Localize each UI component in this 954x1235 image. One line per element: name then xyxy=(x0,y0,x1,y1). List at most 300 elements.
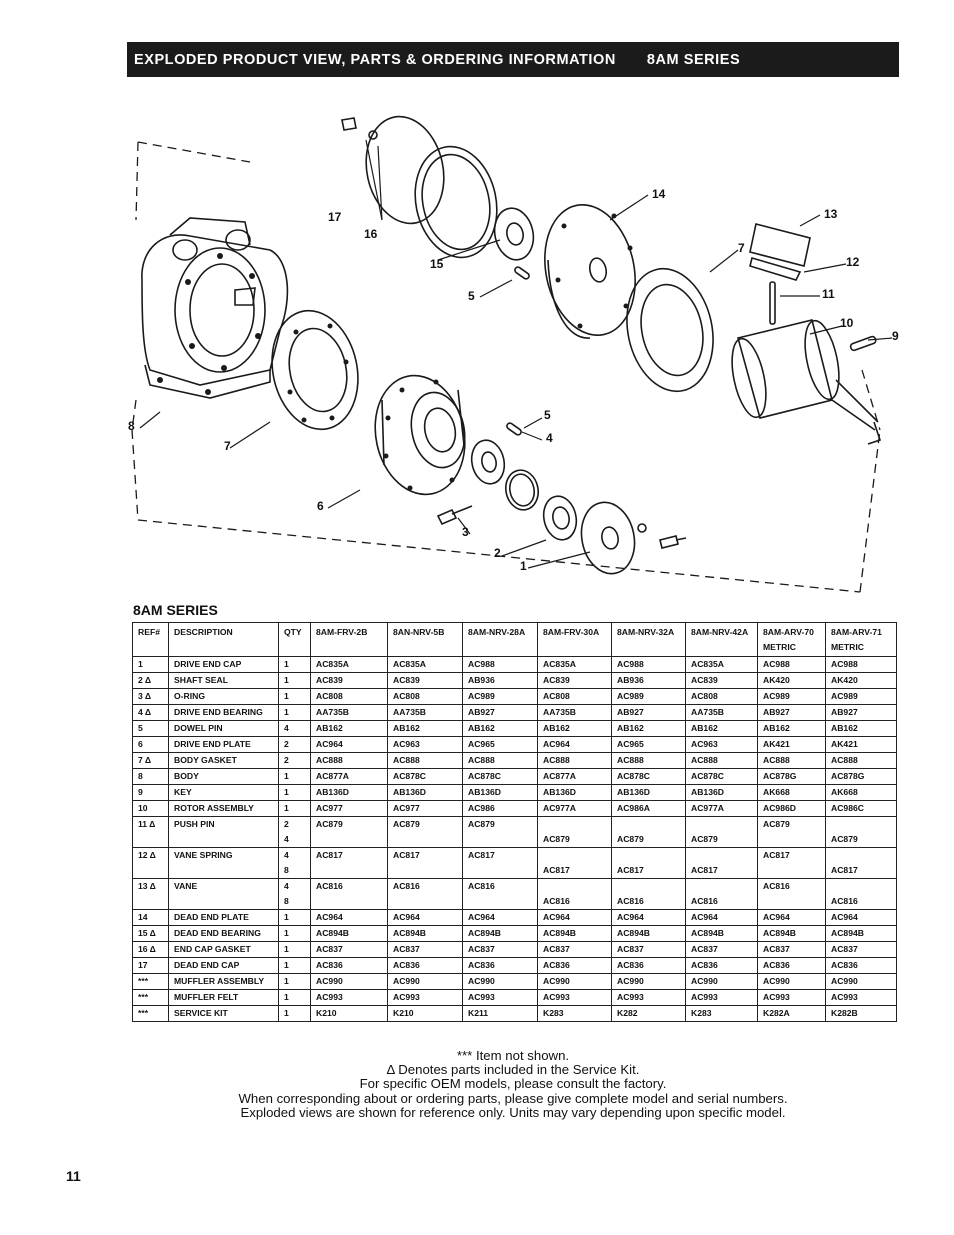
table-row xyxy=(133,910,897,926)
table-cell: AC888 xyxy=(686,753,758,769)
cell-line: AC879 xyxy=(393,819,420,829)
callout-label: 10 xyxy=(840,316,854,330)
table-cell: DEAD END BEARING xyxy=(169,926,279,942)
column-label: QTY xyxy=(284,627,302,637)
cell-line xyxy=(468,832,532,847)
table-cell: AC878C xyxy=(388,769,463,785)
table-row xyxy=(133,974,897,990)
table-cell: AC837 xyxy=(612,942,686,958)
table-cell: AC964 xyxy=(538,737,612,753)
table-cell xyxy=(311,879,388,910)
table-cell: AB136D xyxy=(388,785,463,801)
table-row xyxy=(133,926,897,942)
parts-table xyxy=(132,622,897,1022)
table-cell: AC993 xyxy=(388,990,463,1006)
column-sub-label: METRIC xyxy=(831,642,864,652)
table-cell: 1 xyxy=(279,1006,311,1022)
table-cell: AC837 xyxy=(538,942,612,958)
table-cell: AC993 xyxy=(538,990,612,1006)
table-cell: SERVICE KIT xyxy=(169,1006,279,1022)
table-row xyxy=(133,879,897,910)
table-cell: AC964 xyxy=(311,737,388,753)
table-cell: AC894B xyxy=(612,926,686,942)
column-label: 8AN-NRV-5B xyxy=(393,627,445,637)
cell-line: AC817 xyxy=(763,850,790,860)
cell-line xyxy=(617,817,680,832)
table-cell: 1 xyxy=(279,974,311,990)
table-cell: K210 xyxy=(311,1006,388,1022)
table-cell: DRIVE END PLATE xyxy=(169,737,279,753)
table-heading: 8AM SERIES xyxy=(133,602,218,618)
table-cell: AC839 xyxy=(388,673,463,689)
column-label: 8AM-NRV-32A xyxy=(617,627,675,637)
table-cell xyxy=(686,879,758,910)
cell-line: AC816 xyxy=(831,896,858,906)
table-cell xyxy=(758,817,826,848)
table-cell: AC988 xyxy=(758,657,826,673)
dowel-pin-upper xyxy=(514,266,531,280)
table-cell: 17 xyxy=(133,958,169,974)
body-part xyxy=(142,218,288,398)
table-cell: AC964 xyxy=(311,910,388,926)
table-cell: AC877A xyxy=(311,769,388,785)
column-header xyxy=(388,623,463,657)
cell-line xyxy=(543,817,606,832)
table-row xyxy=(133,689,897,705)
column-sub-label: METRIC xyxy=(763,642,796,652)
cell-line: AC879 xyxy=(763,819,790,829)
callout-label: 12 xyxy=(846,255,860,269)
table-cell xyxy=(463,817,538,848)
table-cell: 2 Δ xyxy=(133,673,169,689)
table-cell: AC988 xyxy=(826,657,897,673)
table-row xyxy=(133,705,897,721)
section-title: EXPLODED PRODUCT VIEW, PARTS & ORDERING INFORMATION xyxy=(134,51,616,68)
table-cell: K282A xyxy=(758,1006,826,1022)
table-cell: AC837 xyxy=(388,942,463,958)
table-cell xyxy=(388,848,463,879)
cell-line: 4 xyxy=(284,850,289,860)
table-cell: AC837 xyxy=(686,942,758,958)
cell-line xyxy=(543,879,606,894)
table-cell: 2 xyxy=(279,753,311,769)
cell-line: AC816 xyxy=(543,896,570,906)
table-cell: 9 xyxy=(133,785,169,801)
table-cell xyxy=(388,879,463,910)
column-label: 8AM-NRV-28A xyxy=(468,627,526,637)
table-cell xyxy=(612,879,686,910)
table-cell: AC836 xyxy=(463,958,538,974)
cell-line: VANE SPRING xyxy=(174,850,233,860)
table-cell: AB162 xyxy=(463,721,538,737)
end-cap-gasket xyxy=(405,139,507,265)
table-cell: AC878C xyxy=(463,769,538,785)
cell-line xyxy=(138,894,163,909)
cell-line xyxy=(393,863,457,878)
callout-label: 1 xyxy=(520,559,527,573)
column-label: REF# xyxy=(138,627,160,637)
table-cell: AK421 xyxy=(826,737,897,753)
cell-line xyxy=(763,863,820,878)
column-label: DESCRIPTION xyxy=(174,627,233,637)
cell-line: AC817 xyxy=(543,865,570,875)
callout-label: 8 xyxy=(128,419,135,433)
table-cell xyxy=(463,848,538,879)
table-cell: AC993 xyxy=(826,990,897,1006)
cell-line: 12 Δ xyxy=(138,850,156,860)
cell-line xyxy=(316,894,382,909)
table-cell: AC894B xyxy=(463,926,538,942)
table-cell xyxy=(758,848,826,879)
callout-label: 7 xyxy=(738,241,745,255)
table-cell: AC837 xyxy=(311,942,388,958)
table-cell: AC894B xyxy=(311,926,388,942)
cell-line: AC879 xyxy=(316,819,343,829)
table-cell: AB162 xyxy=(758,721,826,737)
push-pin xyxy=(770,282,775,324)
drive-end-bearing xyxy=(468,437,508,487)
column-header xyxy=(311,623,388,657)
table-cell: AB162 xyxy=(538,721,612,737)
table-cell: DRIVE END BEARING xyxy=(169,705,279,721)
table-cell xyxy=(612,817,686,848)
table-cell: AC836 xyxy=(612,958,686,974)
vane-spring xyxy=(750,258,800,280)
table-cell: END CAP GASKET xyxy=(169,942,279,958)
table-cell: AC977 xyxy=(311,801,388,817)
table-cell: 8 xyxy=(133,769,169,785)
table-cell: AC990 xyxy=(388,974,463,990)
column-label: 8AM-NRV-42A xyxy=(691,627,749,637)
table-cell xyxy=(686,817,758,848)
table-cell: 1 xyxy=(279,705,311,721)
table-cell xyxy=(758,879,826,910)
table-cell: AC808 xyxy=(311,689,388,705)
parts-table-body xyxy=(133,657,897,1022)
table-cell: AC894B xyxy=(758,926,826,942)
table-cell: AB927 xyxy=(612,705,686,721)
table-cell: AC977A xyxy=(538,801,612,817)
callout-label: 11 xyxy=(822,287,835,301)
table-cell: AC993 xyxy=(612,990,686,1006)
table-row xyxy=(133,721,897,737)
cell-line xyxy=(691,879,752,894)
table-cell: DEAD END PLATE xyxy=(169,910,279,926)
table-cell: AC839 xyxy=(311,673,388,689)
cell-line xyxy=(691,848,752,863)
cell-line xyxy=(831,879,891,894)
table-cell: AC878C xyxy=(686,769,758,785)
table-cell: AC808 xyxy=(388,689,463,705)
table-cell xyxy=(538,817,612,848)
table-cell: AC836 xyxy=(686,958,758,974)
table-cell: AK420 xyxy=(758,673,826,689)
table-cell: 1 xyxy=(279,990,311,1006)
table-cell: AC835A xyxy=(388,657,463,673)
table-cell xyxy=(612,848,686,879)
table-cell: AC877A xyxy=(538,769,612,785)
table-cell xyxy=(279,817,311,848)
cell-line xyxy=(316,863,382,878)
section-title-bar xyxy=(127,42,899,77)
table-cell: K283 xyxy=(686,1006,758,1022)
table-cell xyxy=(686,848,758,879)
table-cell: AA735B xyxy=(311,705,388,721)
table-cell: AB162 xyxy=(826,721,897,737)
table-cell: AB136D xyxy=(612,785,686,801)
table-cell: AC964 xyxy=(388,910,463,926)
table-cell: AC839 xyxy=(686,673,758,689)
callout-label: 5 xyxy=(468,289,475,303)
column-header xyxy=(169,623,279,657)
callout-label: 7 xyxy=(224,439,231,453)
callout-label: 15 xyxy=(430,257,444,271)
table-cell: AC964 xyxy=(612,910,686,926)
callout-label: 17 xyxy=(328,210,342,224)
exploded-view-diagram xyxy=(120,100,910,600)
table-cell: AB936 xyxy=(463,673,538,689)
table-cell: AC990 xyxy=(463,974,538,990)
table-cell: 1 xyxy=(133,657,169,673)
cell-line: AC817 xyxy=(468,850,495,860)
table-cell: AC965 xyxy=(612,737,686,753)
cell-line xyxy=(763,832,820,847)
column-header xyxy=(758,623,826,657)
table-cell: MUFFLER ASSEMBLY xyxy=(169,974,279,990)
footnote-line: When corresponding about or ordering parts, please give complete model and serial numbers. xyxy=(238,1090,788,1106)
table-cell: AC878G xyxy=(826,769,897,785)
table-cell: AC837 xyxy=(758,942,826,958)
table-cell xyxy=(169,817,279,848)
cell-line: VANE xyxy=(174,881,198,891)
table-cell: AC835A xyxy=(311,657,388,673)
table-cell: K283 xyxy=(538,1006,612,1022)
cell-line: AC879 xyxy=(691,834,718,844)
table-cell: AA735B xyxy=(388,705,463,721)
table-row xyxy=(133,769,897,785)
table-cell: AK668 xyxy=(826,785,897,801)
callout-label: 14 xyxy=(652,187,666,201)
column-label: 8AM-FRV-2B xyxy=(316,627,368,637)
cell-line xyxy=(617,879,680,894)
table-row xyxy=(133,657,897,673)
drive-end-cap xyxy=(575,497,686,578)
table-cell xyxy=(826,879,897,910)
table-row xyxy=(133,737,897,753)
cell-line: AC817 xyxy=(831,865,858,875)
table-cell: O-RING xyxy=(169,689,279,705)
column-header xyxy=(133,623,169,657)
cell-line xyxy=(393,832,457,847)
table-cell: AC986 xyxy=(463,801,538,817)
table-cell: AB162 xyxy=(686,721,758,737)
table-cell: AC993 xyxy=(311,990,388,1006)
cell-line: 11 Δ xyxy=(138,819,156,829)
callout-label: 5 xyxy=(544,408,551,422)
table-cell: AK668 xyxy=(758,785,826,801)
table-header-row xyxy=(133,623,897,657)
callout-label: 9 xyxy=(892,329,899,343)
table-cell: AB927 xyxy=(758,705,826,721)
table-cell xyxy=(133,879,169,910)
footnote-line: *** Item not shown. xyxy=(456,1048,570,1063)
dead-end-plate xyxy=(533,196,647,343)
table-cell: 5 xyxy=(133,721,169,737)
table-cell: AC965 xyxy=(463,737,538,753)
table-cell: AB927 xyxy=(826,705,897,721)
table-row xyxy=(133,1006,897,1022)
table-cell: AB927 xyxy=(463,705,538,721)
table-cell: AC878G xyxy=(758,769,826,785)
table-cell: AC990 xyxy=(686,974,758,990)
table-row xyxy=(133,673,897,689)
table-cell: AC986D xyxy=(758,801,826,817)
callout-label: 6 xyxy=(317,499,324,513)
table-cell: AC993 xyxy=(758,990,826,1006)
table-cell: AC963 xyxy=(686,737,758,753)
drive-end-plate xyxy=(364,367,475,503)
table-cell xyxy=(463,879,538,910)
table-cell: AC963 xyxy=(388,737,463,753)
column-header xyxy=(538,623,612,657)
rotor-assembly xyxy=(726,318,880,444)
table-cell: 1 xyxy=(279,673,311,689)
table-cell: DRIVE END CAP xyxy=(169,657,279,673)
table-cell: AC835A xyxy=(538,657,612,673)
cell-line: 8 xyxy=(284,896,289,906)
table-cell: AC989 xyxy=(612,689,686,705)
cell-line: AC879 xyxy=(617,834,644,844)
table-row xyxy=(133,848,897,879)
cell-line xyxy=(174,863,273,878)
cell-line: 4 xyxy=(284,834,289,844)
cell-line xyxy=(174,894,273,909)
footnote-line: For specific OEM models, please consult the factory. xyxy=(359,1076,667,1092)
table-cell xyxy=(538,879,612,910)
table-cell: AC888 xyxy=(311,753,388,769)
table-cell: 3 Δ xyxy=(133,689,169,705)
table-cell: AC988 xyxy=(463,657,538,673)
table-cell xyxy=(538,848,612,879)
table-cell: AC888 xyxy=(758,753,826,769)
table-cell: AC988 xyxy=(612,657,686,673)
table-cell: AC964 xyxy=(538,910,612,926)
column-header xyxy=(463,623,538,657)
table-cell: 15 Δ xyxy=(133,926,169,942)
table-cell: K211 xyxy=(463,1006,538,1022)
table-cell: AB162 xyxy=(612,721,686,737)
column-header xyxy=(686,623,758,657)
cell-line xyxy=(174,832,273,847)
table-cell xyxy=(311,817,388,848)
cell-line: AC879 xyxy=(468,819,495,829)
footnote-line: Δ Denotes parts included in the Service Kit. xyxy=(386,1062,640,1078)
cell-line: AC816 xyxy=(316,881,343,891)
table-cell: K210 xyxy=(388,1006,463,1022)
table-cell: AC894B xyxy=(538,926,612,942)
table-cell: AC835A xyxy=(686,657,758,673)
table-cell: K282 xyxy=(612,1006,686,1022)
table-cell: AC888 xyxy=(463,753,538,769)
cell-line xyxy=(543,848,606,863)
table-cell: AB936 xyxy=(612,673,686,689)
table-cell: 1 xyxy=(279,942,311,958)
table-cell xyxy=(169,848,279,879)
cell-line: 4 xyxy=(284,881,289,891)
table-cell: 1 xyxy=(279,958,311,974)
cell-line: AC879 xyxy=(831,834,858,844)
table-cell: 1 xyxy=(279,769,311,785)
table-cell: AC993 xyxy=(686,990,758,1006)
footnote-line: Exploded views are shown for reference only. Units may vary depending upon specific model. xyxy=(240,1104,786,1120)
table-cell: AC993 xyxy=(463,990,538,1006)
table-cell: 14 xyxy=(133,910,169,926)
cell-line: AC816 xyxy=(763,881,790,891)
table-row xyxy=(133,753,897,769)
table-cell: AC888 xyxy=(826,753,897,769)
table-cell: AC837 xyxy=(463,942,538,958)
table-cell: AC964 xyxy=(686,910,758,926)
table-cell xyxy=(826,817,897,848)
column-label: 8AM-ARV-70 xyxy=(763,627,814,637)
table-cell: AC894B xyxy=(388,926,463,942)
table-cell: MUFFLER FELT xyxy=(169,990,279,1006)
table-cell: 1 xyxy=(279,785,311,801)
table-cell: AC836 xyxy=(311,958,388,974)
dead-end-cap xyxy=(342,109,453,230)
cell-line xyxy=(468,863,532,878)
table-cell: AC990 xyxy=(612,974,686,990)
table-cell: AC839 xyxy=(538,673,612,689)
table-cell: DEAD END CAP xyxy=(169,958,279,974)
table-row xyxy=(133,817,897,848)
table-cell: AC989 xyxy=(826,689,897,705)
table-row xyxy=(133,801,897,817)
table-cell: AC990 xyxy=(826,974,897,990)
dowel-pin-lower xyxy=(506,422,523,436)
table-cell: AK421 xyxy=(758,737,826,753)
column-header xyxy=(279,623,311,657)
callout-label: 16 xyxy=(364,227,378,241)
table-cell: *** xyxy=(133,974,169,990)
table-row xyxy=(133,942,897,958)
table-cell: DOWEL PIN xyxy=(169,721,279,737)
footnotes xyxy=(127,1049,899,1120)
callout-label: 2 xyxy=(494,546,501,560)
table-cell xyxy=(388,817,463,848)
key-part xyxy=(850,336,877,351)
table-cell: AC808 xyxy=(538,689,612,705)
table-cell: AC986C xyxy=(826,801,897,817)
cell-line: AC879 xyxy=(543,834,570,844)
cell-line: PUSH PIN xyxy=(174,819,215,829)
body-gasket-left xyxy=(261,303,368,438)
table-cell: 2 xyxy=(279,737,311,753)
column-header xyxy=(612,623,686,657)
table-cell xyxy=(133,848,169,879)
table-cell xyxy=(826,848,897,879)
cell-line: 13 Δ xyxy=(138,881,156,891)
cell-line: AC816 xyxy=(617,896,644,906)
table-cell: AB162 xyxy=(388,721,463,737)
table-cell: BODY xyxy=(169,769,279,785)
cell-line: AC816 xyxy=(393,881,420,891)
table-cell: AC990 xyxy=(311,974,388,990)
table-cell: AA735B xyxy=(538,705,612,721)
table-cell: AC836 xyxy=(388,958,463,974)
table-cell: *** xyxy=(133,990,169,1006)
table-cell: AC878C xyxy=(612,769,686,785)
